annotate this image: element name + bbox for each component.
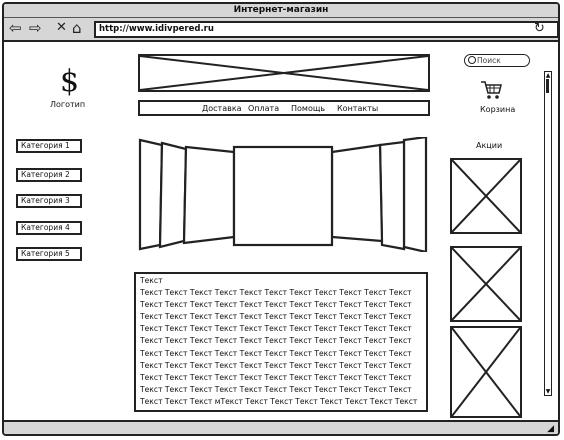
cart-icon[interactable]: [480, 80, 502, 100]
category-1-link[interactable]: Категория 1: [16, 139, 82, 153]
search-input[interactable]: [464, 54, 530, 67]
browser-toolbar: [4, 18, 558, 42]
vertical-scrollbar[interactable]: [544, 71, 552, 396]
menu-item-help[interactable]: Помощь: [291, 104, 326, 113]
content-line: Текст Текст Текст Текст Текст Текст Текст Текст Текст Текст Текст: [140, 360, 412, 370]
content-line: Текст Текст Текст Текст Текст Текст Текст Текст Текст Текст Текст: [140, 348, 412, 358]
cart-label[interactable]: Корзина: [480, 105, 516, 114]
content-line: Текст Текст Текст Текст Текст Текст Текст Текст Текст Текст Текст: [140, 372, 412, 382]
scroll-up-icon[interactable]: ▲: [545, 72, 551, 79]
content-line: Текст Текст Текст мТекст Текст Текст Текст Текст Текст Текст Текст: [140, 396, 418, 406]
promo-item-3-image[interactable]: [450, 326, 522, 418]
url-bar[interactable]: http://www.idivpered.ru: [94, 21, 559, 38]
image-carousel[interactable]: [138, 137, 428, 252]
menu-item-contacts[interactable]: Контакты: [337, 104, 379, 113]
back-arrow-icon[interactable]: ⇦: [9, 19, 22, 37]
logo-icon: $: [60, 64, 80, 99]
content-text-block: [134, 272, 428, 412]
menu-item-payment[interactable]: Оплата: [248, 104, 280, 113]
content-line: Текст Текст Текст Текст Текст Текст Текст Текст Текст Текст Текст: [140, 324, 412, 334]
search-placeholder: Поиск: [477, 56, 501, 65]
resize-grip-icon[interactable]: ◢: [547, 424, 554, 434]
scroll-down-icon[interactable]: ▼: [545, 388, 551, 395]
category-3-link[interactable]: Категория 3: [16, 194, 82, 208]
promo-item-1-image[interactable]: [450, 158, 522, 234]
content-line: Текст Текст Текст Текст Текст Текст Текст Текст Текст Текст Текст: [140, 288, 412, 298]
category-4-link[interactable]: Категория 4: [16, 221, 82, 235]
promo-item-2-image[interactable]: [450, 246, 522, 322]
banner-image-placeholder: [138, 54, 430, 92]
menu-item-delivery[interactable]: Доставка: [202, 104, 242, 113]
content-line: Текст Текст Текст Текст Текст Текст Текст Текст Текст Текст Текст: [140, 384, 412, 394]
promo-heading: Акции: [476, 141, 503, 150]
content-line: Текст Текст Текст Текст Текст Текст Текст Текст Текст Текст Текст: [140, 312, 412, 322]
content-heading: Текст: [140, 276, 163, 285]
window-title: Интернет-магазин: [4, 4, 558, 18]
browser-window: [2, 2, 560, 436]
category-5-link[interactable]: Категория 5: [16, 247, 82, 261]
scroll-thumb[interactable]: [546, 79, 549, 93]
search-icon: [468, 56, 476, 64]
status-bar: [4, 420, 558, 434]
category-2-link[interactable]: Категория 2: [16, 168, 82, 182]
close-icon[interactable]: ✕: [56, 20, 67, 35]
main-menu: [138, 100, 430, 116]
forward-arrow-icon[interactable]: ⇨: [29, 19, 42, 37]
home-icon[interactable]: ⌂: [72, 19, 82, 37]
logo-label: Логотип: [50, 100, 86, 109]
refresh-icon[interactable]: ↻: [534, 21, 545, 36]
content-line: Текст Текст Текст Текст Текст Текст Текст Текст Текст Текст Текст: [140, 336, 412, 346]
content-line: Текст Текст Текст Текст Текст Текст Текст Текст Текст Текст Текст: [140, 300, 412, 310]
